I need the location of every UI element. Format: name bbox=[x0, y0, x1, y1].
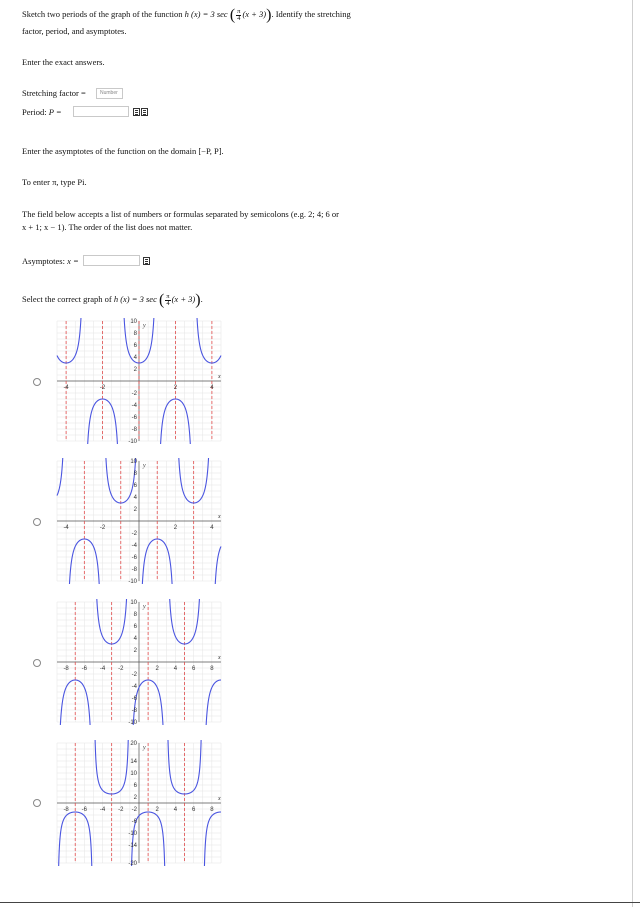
x-tick-label: 4 bbox=[173, 807, 178, 813]
y-tick-label: -4 bbox=[131, 403, 137, 409]
list-hint-line-1: The field below accepts a list of numbers or formulas separated by semicolons (e.g. 2; 4; 6 or bbox=[22, 209, 340, 219]
x-tick-label: 6 bbox=[191, 807, 196, 813]
x-tick-label: -2 bbox=[118, 666, 124, 672]
list-hint-line-2: x + 1; x − 1). The order of the list does not matter. bbox=[22, 222, 193, 232]
x-tick-label: 8 bbox=[210, 666, 214, 672]
y-tick-label: -10 bbox=[128, 720, 137, 725]
y-tick-label: 8 bbox=[133, 331, 137, 337]
option-1-graph[interactable] bbox=[54, 318, 224, 444]
y-tick-label: 14 bbox=[130, 759, 137, 765]
question-line-1: Sketch two periods of the graph of the function h (x) = 3 sec ( $\frac{\pi}{4}$ (x + 3)). Identify the stretching bbox=[22, 6, 351, 24]
x-tick-label: -4 bbox=[63, 525, 69, 531]
y-tick-label: 10 bbox=[130, 600, 137, 606]
x-tick-label: -8 bbox=[63, 807, 69, 813]
x-axis-label: x bbox=[218, 374, 221, 380]
y-tick-label: -8 bbox=[131, 427, 137, 433]
y-tick-label: 6 bbox=[133, 343, 137, 349]
x-tick-label: -2 bbox=[118, 807, 124, 813]
y-tick-label: -6 bbox=[131, 415, 137, 421]
y-tick-label: 6 bbox=[133, 783, 137, 789]
y-tick-label: -20 bbox=[128, 861, 137, 866]
y-tick-label: 4 bbox=[133, 495, 137, 501]
y-tick-label: 10 bbox=[130, 459, 137, 465]
period-input[interactable] bbox=[73, 106, 129, 117]
x-axis-label: x bbox=[218, 796, 221, 802]
x-tick-label: -2 bbox=[99, 525, 106, 531]
x-tick-label: 6 bbox=[191, 666, 196, 672]
y-tick-label: 2 bbox=[133, 795, 137, 801]
option-2-radio[interactable] bbox=[33, 518, 41, 526]
y-tick-label: -2 bbox=[131, 391, 137, 397]
y-tick-label: 6 bbox=[133, 483, 137, 489]
y-tick-label: -4 bbox=[131, 543, 137, 549]
instructions: Enter the exact answers. bbox=[22, 57, 105, 67]
y-tick-label: 4 bbox=[133, 355, 137, 361]
y-tick-label: 10 bbox=[130, 771, 137, 777]
graph-prompt: Select the correct graph of h (x) = 3 sec ( $\frac{\pi}{4}$ (x + 3)). bbox=[22, 291, 203, 309]
pi-hint: To enter π, type Pi. bbox=[22, 177, 87, 187]
keyboard-icon[interactable] bbox=[133, 108, 140, 116]
bottom-border bbox=[0, 902, 640, 903]
y-tick-label: -6 bbox=[131, 696, 137, 702]
y-tick-label: 2 bbox=[133, 367, 137, 373]
x-tick-label: 4 bbox=[173, 666, 178, 672]
x-tick-label: -8 bbox=[63, 666, 69, 672]
y-tick-label: -2 bbox=[131, 672, 137, 678]
y-axis-label: y bbox=[143, 604, 146, 610]
y-tick-label: -4 bbox=[131, 684, 137, 690]
x-tick-label: 2 bbox=[173, 385, 178, 391]
option-4-graph[interactable] bbox=[54, 740, 224, 866]
x-tick-label: -4 bbox=[99, 807, 106, 813]
y-axis-label: y bbox=[143, 745, 146, 751]
stretch-factor-input[interactable]: Number bbox=[96, 88, 123, 99]
x-tick-label: -2 bbox=[99, 385, 106, 391]
x-tick-label: -6 bbox=[81, 666, 88, 672]
x-tick-label: 2 bbox=[155, 807, 159, 813]
y-tick-label: 8 bbox=[133, 612, 137, 618]
x-tick-label: 4 bbox=[210, 525, 214, 531]
x-axis-label: x bbox=[218, 514, 221, 520]
keyboard-icon[interactable] bbox=[141, 108, 148, 116]
y-tick-label: -8 bbox=[131, 567, 137, 573]
y-tick-label: 2 bbox=[133, 648, 137, 654]
y-axis-label: y bbox=[143, 463, 146, 469]
option-4-radio[interactable] bbox=[33, 799, 41, 807]
period-label: Period: P = bbox=[22, 107, 62, 117]
question-line-2: factor, period, and asymptotes. bbox=[22, 26, 127, 36]
y-tick-label: -10 bbox=[128, 579, 137, 584]
stretch-label: Stretching factor = bbox=[22, 88, 86, 98]
y-tick-label: 8 bbox=[133, 471, 137, 477]
option-3-radio[interactable] bbox=[33, 659, 41, 667]
y-tick-label: 2 bbox=[133, 507, 137, 513]
x-tick-label: -4 bbox=[99, 666, 106, 672]
x-tick-label: -4 bbox=[63, 385, 69, 391]
y-tick-label: 20 bbox=[130, 741, 137, 747]
option-3-graph[interactable] bbox=[54, 599, 224, 725]
x-axis-label: x bbox=[218, 655, 221, 661]
x-tick-label: 2 bbox=[155, 666, 159, 672]
y-tick-label: -10 bbox=[128, 439, 137, 444]
y-tick-label: -2 bbox=[131, 807, 137, 813]
y-tick-label: -10 bbox=[128, 831, 137, 837]
x-tick-label: 8 bbox=[210, 807, 214, 813]
y-tick-label: -6 bbox=[131, 819, 137, 825]
keyboard-icon[interactable] bbox=[143, 257, 150, 265]
asymptotes-input[interactable] bbox=[83, 255, 140, 266]
y-tick-label: 4 bbox=[133, 636, 137, 642]
x-tick-label: -6 bbox=[81, 807, 88, 813]
y-axis-label: y bbox=[143, 323, 146, 329]
y-tick-label: 10 bbox=[130, 319, 137, 325]
y-tick-label: -6 bbox=[131, 555, 137, 561]
asymptote-instruction: Enter the asymptotes of the function on the domain [−P, P]. bbox=[22, 146, 224, 156]
y-tick-label: -14 bbox=[128, 843, 137, 849]
option-2-graph[interactable] bbox=[54, 458, 224, 584]
y-tick-label: -8 bbox=[131, 708, 137, 714]
x-tick-label: 4 bbox=[210, 385, 214, 391]
y-tick-label: 6 bbox=[133, 624, 137, 630]
x-tick-label: 2 bbox=[173, 525, 178, 531]
y-tick-label: -2 bbox=[131, 531, 137, 537]
option-1-radio[interactable] bbox=[33, 378, 41, 386]
asymptotes-label: Asymptotes: x = bbox=[22, 256, 79, 266]
